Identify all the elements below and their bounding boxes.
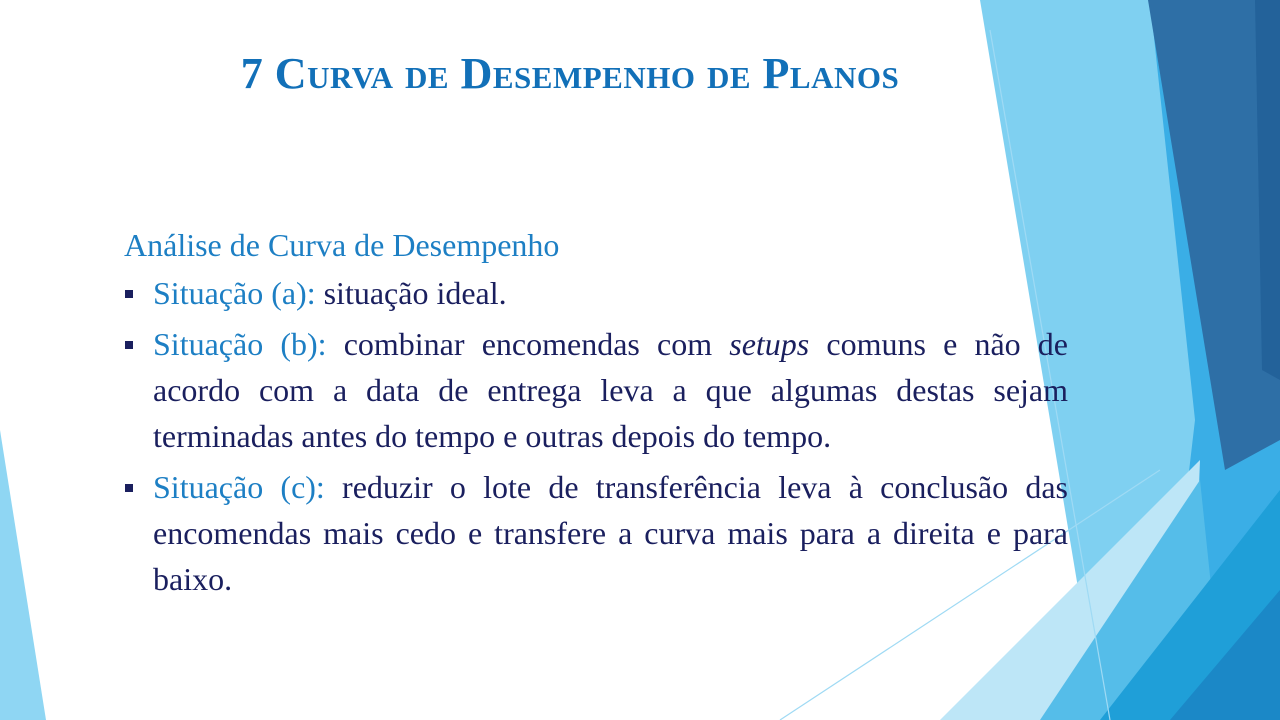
bullet-label: Situação (b): <box>153 326 327 362</box>
section-heading: Análise de Curva de Desempenho <box>124 227 560 263</box>
square-bullet-icon <box>125 290 133 298</box>
bullet-item-c <box>124 464 1068 602</box>
slide-title: 7 Curva de Desempenho de Planos <box>240 49 900 98</box>
bullet-text-continued: comuns e não de acordo com a data de entrega leva a que algumas destas sejam terminadas antes do tempo e outras depois do tempo. <box>153 326 1069 454</box>
bullet-list <box>124 270 1068 602</box>
slide-content <box>124 222 1068 607</box>
bullet-text: situação ideal. <box>315 275 507 311</box>
bullet-label: Situação (a): <box>153 275 316 311</box>
bullet-label: Situação (c): <box>153 469 325 505</box>
bullet-item-a <box>124 270 1068 316</box>
bullet-item-b <box>124 321 1068 459</box>
square-bullet-icon <box>125 341 133 349</box>
bullet-emphasis: setups <box>729 326 810 362</box>
bullet-text: combinar encomendas com <box>326 326 730 362</box>
decor-left-edge <box>0 430 46 720</box>
square-bullet-icon <box>125 484 133 492</box>
bullet-text: reduzir o lote de transferência leva à conclusão das encomendas mais cedo e transfere a curva mais para a direita e para baixo. <box>153 469 1069 597</box>
